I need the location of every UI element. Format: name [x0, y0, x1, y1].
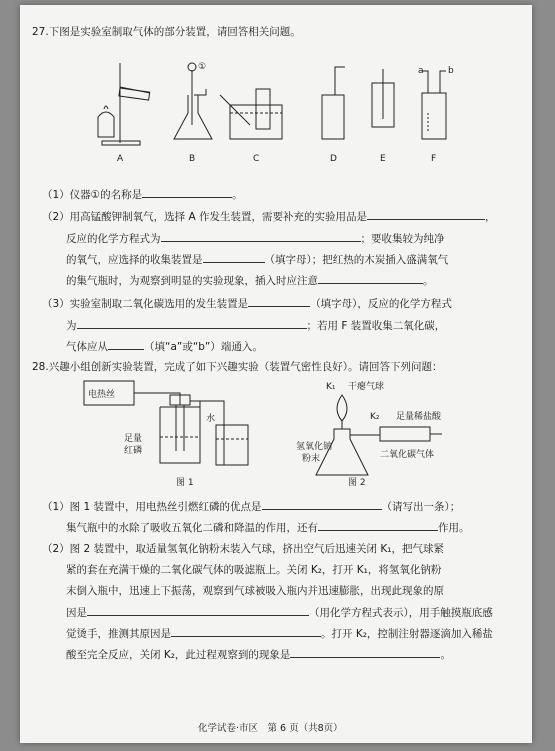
q27-line-7 [66, 318, 445, 333]
answer-blank[interactable] [87, 605, 309, 616]
answer-blank[interactable] [77, 318, 307, 329]
q28-text: 。打开 K₂，控制注射器逐滴加入稀盐 [321, 628, 493, 640]
answer-blank[interactable] [203, 252, 265, 263]
answer-blank[interactable] [367, 209, 485, 220]
naoh-label-1: 氢氧化钠 [296, 442, 333, 452]
port-a: a [418, 66, 424, 76]
q28-line-2 [66, 520, 470, 535]
q27-text: （填“a”或“b”）端通入。 [144, 341, 263, 353]
q27-text: （填字母）；把红热的木炭插入盛满氧气 [264, 254, 449, 266]
q28-text: 酸至完全反应，关闭 K₂，此过程观察到的现象是 [66, 649, 291, 661]
q28-text: 觉烫手，推测其原因是 [66, 628, 171, 640]
q27-text: ；若用 F 装置收集二氧化碳， [306, 320, 446, 332]
phosphorus-label-2: 红磷 [124, 446, 143, 456]
label-C: C [253, 154, 260, 164]
port-b: b [448, 66, 454, 76]
q27-line-8 [66, 339, 263, 354]
answer-blank[interactable] [290, 647, 440, 658]
answer-blank[interactable] [171, 626, 321, 637]
q28-text: （1）图 1 装置中，用电热丝引燃红磷的优点是 [42, 501, 262, 513]
q28-text: 因是 [66, 607, 87, 619]
q27-text: 的集气瓶时，为观察到明显的实验现象，插入时应注意 [66, 275, 318, 287]
q27-title: 27.下图是实验室制取气体的部分装置，请回答相关问题。 [32, 26, 301, 38]
label-F: F [431, 154, 437, 164]
q27-line-5: 的集气瓶时，为观察到明显的实验现象，插入时应注意 。 [66, 275, 434, 287]
q28-line-3: （2）图 2 装置中，取适量氢氧化钠粉末装入气球，挤出空气后迅速关闭 K₁，把气球紧 [42, 543, 444, 555]
q28-text: （请写出一条）； [381, 501, 461, 513]
q27-text: 为 [66, 320, 77, 332]
answer-blank[interactable] [142, 187, 232, 198]
naoh-label-2: 粉末 [302, 454, 321, 464]
q28-text: 作用。 [438, 522, 470, 534]
marker-1: ① [198, 62, 207, 72]
label-D: D [330, 154, 337, 164]
exam-page [20, 5, 532, 743]
co2-label: 二氧化碳气体 [380, 450, 435, 460]
q27-text: （1）仪器①的名称是 [42, 189, 143, 201]
k1-label: K₁ [326, 382, 336, 392]
q28-line-7 [66, 626, 493, 641]
page-footer: 化学试卷·市区 第 6 页（共8页） [198, 723, 343, 734]
q27-text: （3）实验室制取二氧化碳选用的发生装置是 [42, 298, 249, 310]
q27-text: 的氧气，应选择的收集装置是 [66, 254, 203, 266]
q28-figures [80, 377, 480, 489]
q27-text: ；要收集较为纯净 [360, 233, 445, 245]
q28-text: 集气瓶中的水除了吸收五氧化二磷和降温的作用，还有 [66, 522, 318, 534]
q28-text: 。 [440, 649, 451, 661]
q27-line-1: （1）仪器①的名称是 。 [42, 189, 243, 201]
q28-title: 28.兴趣小组创新实验装置，完成了如下兴趣实验（装置气密性良好）。请回答下列问题： [32, 361, 443, 373]
q27-text: 气体应从 [66, 341, 108, 353]
q27-text: （填字母），反应的化学方程式 [310, 298, 452, 310]
answer-blank[interactable] [248, 296, 310, 307]
q27-line-3 [66, 231, 445, 246]
label-E: E [380, 154, 386, 164]
answer-blank[interactable] [262, 499, 382, 510]
acid-label: 足量稀盐酸 [396, 412, 442, 422]
q27-line-2: （2）用高锰酸钾制氧气，选择 A 作发生装置，需要补充的实验用品是 ， [42, 211, 496, 223]
q27-apparatus-figure [90, 55, 460, 170]
label-A: A [117, 154, 124, 164]
q28-line-4: 紧的套在充满干燥的二氧化碳气体的吸滤瓶上。关闭 K₂，打开 K₁，将氢氧化钠粉 [66, 564, 442, 576]
water-label: 水 [206, 414, 216, 424]
q28-line-5: 末倒入瓶中，迅速上下振荡，观察到气球被吸入瓶内并迅速膨胀，出现此现象的原 [66, 585, 444, 597]
q27-line-4 [66, 252, 448, 267]
k2-label: K₂ [370, 412, 380, 422]
answer-blank[interactable] [318, 273, 423, 284]
q28-line-8 [66, 647, 451, 662]
q28-line-1 [42, 499, 460, 514]
q28-line-6 [66, 605, 493, 620]
label-B: B [189, 154, 196, 164]
q27-text: 反应的化学方程式为 [66, 233, 161, 245]
balloon-label: 干瘪气球 [348, 382, 385, 392]
fig1-caption: 图 1 [176, 478, 194, 488]
phosphorus-label [124, 433, 142, 456]
answer-blank[interactable] [318, 520, 438, 531]
fig2-caption: 图 2 [348, 478, 366, 488]
answer-blank[interactable] [161, 231, 361, 242]
q28-text: （用化学方程式表示），用手触摸瓶底感 [309, 607, 493, 619]
q27-text: （2）用高锰酸钾制氧气，选择 A 作发生装置，需要补充的实验用品是 [42, 211, 368, 223]
phosphorus-label-1: 足量 [124, 434, 143, 444]
heater-label: 电热丝 [88, 390, 116, 400]
q27-line-6 [42, 296, 452, 311]
naoh-label [296, 440, 332, 464]
answer-blank[interactable] [108, 339, 144, 350]
